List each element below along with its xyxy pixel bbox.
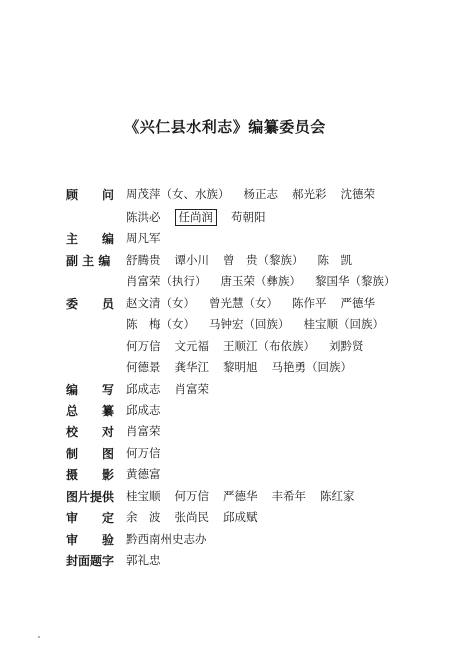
- member-name: 文元福: [174, 339, 209, 353]
- member-name: 郝光彩: [292, 187, 327, 201]
- member-names: [126, 209, 280, 226]
- member-names: [126, 423, 175, 439]
- member-name: 刘黔贤: [329, 339, 364, 353]
- member-name: 唐玉荣（彝族）: [220, 274, 301, 288]
- member-name: 严德华: [223, 489, 258, 503]
- committee-row: [66, 337, 378, 355]
- committee-row: [66, 208, 280, 226]
- member-name: 黄德富: [126, 467, 161, 481]
- member-name: 陈 凯: [317, 253, 352, 267]
- member-name: 肖富荣: [174, 382, 209, 396]
- member-names: [126, 230, 175, 246]
- member-name: 苟朝阳: [231, 210, 266, 224]
- member-name: 邱成志: [126, 403, 161, 417]
- member-name: 黎国华（黎族）: [315, 274, 396, 288]
- member-name: 邱成赋: [223, 510, 258, 524]
- member-name: 严德华: [340, 296, 375, 310]
- member-name: 肖富荣（执行）: [126, 274, 207, 288]
- role-label: 编 写: [66, 382, 115, 397]
- member-name: 陈洪必: [126, 210, 161, 224]
- committee-row: [66, 444, 175, 462]
- role-label: 审 验: [66, 532, 115, 547]
- role-label: 图片提供: [66, 489, 115, 504]
- member-names: [126, 445, 175, 461]
- committee-row: [66, 508, 272, 526]
- member-name: 陈 梅（女）: [126, 317, 195, 331]
- member-name: 肖富荣: [126, 424, 161, 438]
- role-label: 审 定: [66, 510, 115, 525]
- committee-row: [66, 487, 369, 505]
- committee-row: [66, 422, 175, 440]
- role-label: 制 图: [66, 446, 115, 461]
- role-label: 摄 影: [66, 467, 115, 482]
- member-name: 曾光慧（女）: [209, 296, 278, 310]
- member-name: 陈作平: [292, 296, 327, 310]
- member-name: 余 波: [126, 510, 161, 524]
- role-label: 总 纂: [66, 403, 115, 418]
- member-name: 马艳勇（回族）: [271, 360, 352, 374]
- role-label: 校 对: [66, 424, 115, 439]
- member-name: 杨正志: [243, 187, 278, 201]
- member-names: [126, 402, 175, 418]
- committee-row: [66, 358, 366, 376]
- member-names: [126, 273, 410, 289]
- member-names: [126, 552, 175, 568]
- member-name: 何万信: [126, 339, 161, 353]
- member-names: [126, 531, 221, 547]
- member-name: 马钟宏（回族）: [209, 317, 290, 331]
- member-names: [126, 252, 366, 268]
- member-name: 舒腾贵: [126, 253, 161, 267]
- member-names: [126, 488, 369, 504]
- committee-row: [66, 185, 389, 203]
- member-name: 何德景: [126, 360, 161, 374]
- committee-row: [66, 229, 175, 247]
- member-name: 陈红家: [320, 489, 355, 503]
- member-name: 桂宝顺: [126, 489, 161, 503]
- member-names: [126, 186, 389, 202]
- member-name-boxed: 任尚润: [175, 209, 218, 226]
- member-names: [126, 295, 389, 311]
- member-name: 郭礼忠: [126, 553, 161, 567]
- member-names: [126, 466, 175, 482]
- committee-row: [66, 315, 398, 333]
- member-name: 周凡军: [126, 231, 161, 245]
- member-name: 桂宝顺（回族）: [303, 317, 384, 331]
- member-names: [126, 359, 366, 375]
- member-name: 何万信: [126, 446, 161, 460]
- committee-row: [66, 401, 175, 419]
- member-name: 丰希年: [271, 489, 306, 503]
- committee-row: [66, 465, 175, 483]
- member-names: [126, 381, 223, 397]
- member-names: [126, 509, 272, 525]
- member-name: 黔西南州史志办: [126, 532, 207, 546]
- member-name: 黎明旭: [223, 360, 258, 374]
- member-names: [126, 316, 398, 332]
- member-name: 张尚民: [174, 510, 209, 524]
- role-label: 主 编: [66, 231, 115, 246]
- role-label: 顾 问: [66, 187, 115, 202]
- committee-row: [66, 294, 389, 312]
- member-names: [126, 338, 378, 354]
- member-name: 何万信: [174, 489, 209, 503]
- role-label: 封面题字: [66, 553, 115, 568]
- member-name: 谭小川: [174, 253, 209, 267]
- role-label: 委 员: [66, 296, 115, 311]
- role-label: 副 主 编: [66, 253, 111, 268]
- member-name: 沈德荣: [340, 187, 375, 201]
- member-name: 邱成志: [126, 382, 161, 396]
- member-name: 王顺江（布依族）: [223, 339, 315, 353]
- member-name: 周茂萍（女、水族）: [126, 187, 230, 201]
- committee-row: [66, 380, 223, 398]
- committee-row: [66, 272, 410, 290]
- member-name: 曾 贵（黎族）: [223, 253, 304, 267]
- page-title: 《兴仁县水利志》编纂委员会: [124, 118, 326, 136]
- member-name: 龚华江: [174, 360, 209, 374]
- committee-row: [66, 551, 175, 569]
- committee-row: [66, 251, 366, 269]
- scan-speck: [38, 636, 40, 638]
- committee-row: [66, 530, 221, 548]
- member-name: 赵文清（女）: [126, 296, 195, 310]
